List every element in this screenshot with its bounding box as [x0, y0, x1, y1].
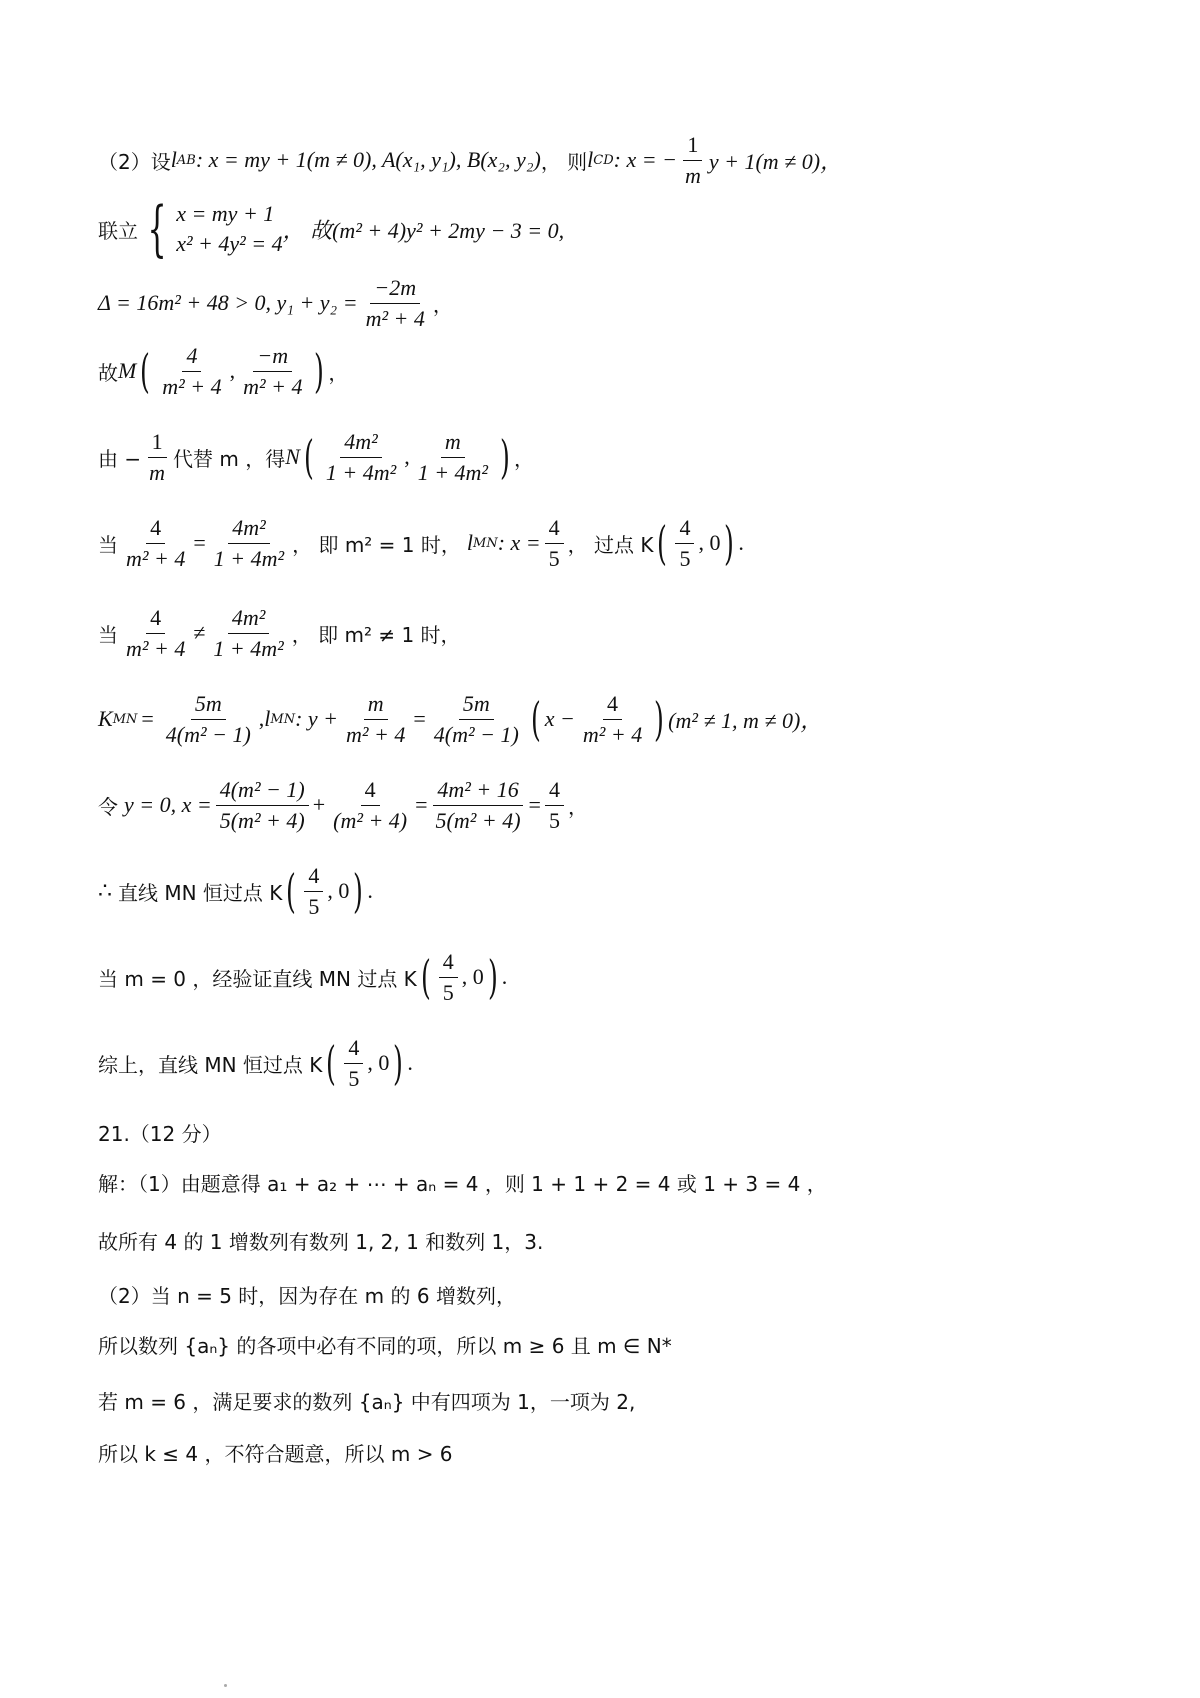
therefore-k-fraction [304, 863, 323, 920]
case-neq-tail: ， 即 m² ≠ 1 时， [291, 622, 461, 647]
case-eq-right-fraction [210, 515, 288, 572]
line-point-m [98, 340, 348, 402]
system-equations [176, 199, 282, 259]
frac-den: m² + 4 [346, 721, 406, 747]
frac-num: 4(m² − 1) [216, 777, 309, 806]
right-paren: ) [487, 950, 498, 1004]
comma: , [404, 444, 410, 469]
period: . [367, 878, 373, 903]
frac-den: m² + 4 [126, 635, 186, 661]
frac-num: 4m² [228, 605, 269, 634]
right-paren: ) [353, 864, 364, 918]
frac-num: 4 [361, 777, 380, 806]
frac-num: 5m [459, 691, 494, 720]
kmn-eq: = [141, 706, 154, 731]
case-neq-op: ≠ [193, 620, 206, 645]
line-system [98, 196, 564, 262]
point-n-name: N [285, 444, 300, 469]
frac-num: −2m [370, 275, 420, 304]
kmn-fraction-4 [579, 691, 646, 748]
let-eq2: = [528, 792, 541, 817]
lmn-eq: : x = [497, 530, 541, 555]
case-eq-mid: ， 即 m² = 1 时， [292, 532, 461, 557]
case-eq-k-tail: , 0 [698, 530, 721, 555]
lcd-suffix: y + 1(m ≠ 0)， [708, 148, 843, 174]
q21-solution-line-4: 所以数列 {aₙ} 的各项中必有不同的项，所以 m ≥ 6 且 m ∈ N* [98, 1333, 672, 1358]
summary-k-fraction [344, 1035, 363, 1092]
let-tail: ， [567, 794, 588, 819]
q21-solution-line-2: 故所有 4 的 1 增数列有数列 1, 2, 1 和数列 1，3. [98, 1229, 544, 1254]
l-symbol-2: l [587, 147, 594, 172]
line-kmn [98, 688, 822, 750]
line-case-not-equal [98, 602, 461, 664]
frac-num: 4m² [340, 429, 381, 458]
period: . [738, 530, 744, 555]
right-paren: ) [393, 1036, 404, 1090]
frac-den: 5(m² + 4) [435, 807, 521, 833]
system-eq1: x = my + 1 [176, 201, 275, 226]
right-paren: ) [314, 344, 325, 398]
kmn-condition: (m² ≠ 1, m ≠ 0)， [668, 707, 823, 733]
sub-ab: AB [176, 152, 196, 168]
left-paren: ( [140, 344, 151, 398]
m-y-fraction [239, 343, 306, 400]
q21-heading: 21.（12 分） [98, 1121, 222, 1146]
summary-text: 综上，直线 MN 恒过点 K [98, 1052, 323, 1077]
delta-text: Δ = 16m² + 48 > 0, y₁ + y₂ = [98, 290, 358, 315]
frac-num: 4 [146, 515, 165, 544]
point-n-mid: 代替 m ，得 [173, 446, 286, 471]
line-m-zero [98, 946, 507, 1008]
period: . [501, 964, 508, 989]
right-paren: ) [724, 516, 735, 570]
kmn-eq2: = [413, 706, 426, 731]
frac-num: 1 [683, 132, 702, 161]
kmn-fraction-2 [342, 691, 409, 748]
case-neq-label: 当 [98, 622, 118, 647]
frac-num: 4m² + 16 [433, 777, 522, 806]
right-paren: ) [500, 430, 510, 484]
then-text: ， 则 [540, 149, 588, 174]
q21-solution-line-3: （2）当 n = 5 时，因为存在 m 的 6 增数列， [98, 1283, 516, 1308]
frac-num: 4 [545, 777, 564, 806]
system-eq2: x² + 4y² = 4 [176, 231, 283, 256]
frac-num: 4 [545, 515, 564, 544]
kmn-sub: MN [112, 711, 138, 727]
frac-den: m [684, 162, 701, 188]
line-case-equal [98, 512, 744, 574]
lab-definition: : x = my + 1(m ≠ 0), A(x₁, y₁), B(x₂, y₂) [195, 147, 541, 172]
frac-num: 4 [675, 515, 694, 544]
frac-num: 4 [304, 863, 323, 892]
frac-den: 4(m² − 1) [433, 721, 519, 747]
q21-solution-line-5: 若 m = 6 ，满足要求的数列 {aₙ} 中有四项为 1，一项为 2, [98, 1389, 636, 1414]
left-paren: ( [286, 864, 297, 918]
comma: , [229, 358, 236, 383]
left-paren: ( [303, 430, 314, 484]
frac-den: (m² + 4) [333, 807, 408, 833]
n-y-fraction [414, 429, 492, 486]
right-paren: ) [654, 692, 665, 746]
sub-cd: CD [593, 152, 614, 168]
let-fraction-4 [545, 777, 564, 834]
period: . [407, 1050, 413, 1075]
case-eq-tail: ， 过点 K [567, 532, 654, 557]
therefore-text: 直线 MN 恒过点 K [118, 880, 283, 905]
kmn-l-sub: MN [270, 711, 296, 727]
scan-dot [224, 1684, 227, 1687]
case-eq-left-fraction [122, 515, 189, 572]
therefore-k-tail: , 0 [327, 878, 350, 903]
line-part2-setup [98, 132, 842, 188]
point-m-tail: ， [328, 360, 349, 385]
frac-num: m [364, 691, 388, 720]
let-plus: + [312, 792, 326, 817]
m-zero-k-fraction [439, 949, 458, 1006]
delta-fraction [362, 275, 429, 332]
let-eq: = [415, 792, 428, 817]
frac-den: 4(m² − 1) [165, 721, 251, 747]
frac-den: 5 [308, 893, 320, 919]
left-paren: ( [326, 1036, 337, 1090]
frac-den: m² + 4 [162, 373, 222, 399]
case-neq-left-fraction [122, 605, 189, 662]
line-point-n [98, 426, 534, 488]
case-eq-label: 当 [98, 532, 118, 557]
point-n-label: 由 − [98, 446, 142, 471]
left-brace: { [147, 194, 167, 264]
frac-den: m² + 4 [582, 721, 643, 747]
frac-den: 1 + 4m² [417, 459, 489, 485]
lcd-prefix: : x = − [613, 147, 677, 172]
case-eq-k-fraction [675, 515, 694, 572]
frac-num: m [441, 429, 465, 458]
kmn-paren-pre: x − [544, 706, 575, 731]
frac-den: 1 + 4m² [325, 459, 397, 485]
fraction-1-over-m [681, 132, 705, 189]
left-paren: ( [657, 516, 668, 570]
point-n-tail: ， [514, 446, 534, 471]
frac-den: 5 [348, 1065, 360, 1091]
frac-num: −m [253, 343, 292, 372]
delta-tail: ， [432, 292, 453, 317]
frac-num: 1 [148, 429, 167, 458]
frac-num: 4 [146, 605, 165, 634]
case-eq-four-fifths [545, 515, 564, 572]
left-paren: ( [530, 692, 541, 746]
line-therefore [98, 860, 373, 922]
case-neq-right-fraction [209, 605, 287, 662]
kmn-fraction-3 [430, 691, 523, 748]
system-label: 联立 [98, 218, 138, 243]
let-fraction-2 [329, 777, 411, 834]
therefore-symbol: ∴ [98, 878, 112, 903]
frac-den: m [149, 459, 166, 485]
frac-num: 5m [191, 691, 226, 720]
frac-den: m² + 4 [126, 545, 186, 571]
q21-solution-line-6: 所以 k ≤ 4 ，不符合题意，所以 m > 6 [98, 1441, 453, 1466]
let-label: 令 [98, 794, 118, 819]
point-m-label: 故 [98, 360, 118, 385]
frac-den: 1 + 4m² [213, 545, 285, 571]
kmn-k: K [98, 706, 113, 731]
point-m-name: M [118, 358, 137, 383]
frac-den: 5(m² + 4) [219, 807, 305, 833]
system-result: ， 故(m² + 4)y² + 2my − 3 = 0, [282, 217, 565, 243]
case-eq-op: = [193, 530, 206, 555]
frac-den: m² + 4 [243, 373, 303, 399]
frac-den: 5 [442, 979, 454, 1005]
m-zero-text: 当 m = 0 ，经验证直线 MN 过点 K [98, 966, 417, 991]
n-x-fraction [322, 429, 400, 486]
m-x-fraction [158, 343, 225, 400]
frac-den: m² + 4 [365, 305, 425, 331]
comma: , [258, 706, 265, 731]
line-summary [98, 1032, 413, 1094]
line-let-y [98, 772, 588, 838]
n-one-over-m [145, 429, 169, 486]
kmn-mid: : y + [295, 706, 339, 731]
let-fraction-3 [432, 777, 525, 834]
part2-label: （2）设 [98, 149, 171, 174]
frac-den: 5 [548, 807, 560, 833]
l-symbol-3: l [466, 530, 474, 555]
q21-solution-line-1: 解：（1）由题意得 a₁ + a₂ + ⋯ + aₙ = 4 ，则 1 + 1 + 2 = 4 或 1 + 3 = 4 ， [98, 1171, 827, 1196]
m-zero-k-tail: , 0 [461, 964, 484, 989]
line-delta [98, 272, 453, 334]
frac-num: 4 [603, 691, 622, 720]
frac-den: 5 [679, 545, 691, 571]
let-fraction-1 [216, 777, 309, 834]
l-symbol: l [170, 147, 177, 172]
summary-k-tail: , 0 [367, 1050, 390, 1075]
let-pre: y = 0, x = [124, 792, 212, 817]
frac-num: 4 [344, 1035, 363, 1064]
kmn-fraction-1 [162, 691, 255, 748]
frac-num: 4 [182, 343, 201, 372]
l-symbol-4: l [264, 706, 271, 731]
sub-mn: MN [473, 535, 498, 551]
frac-den: 1 + 4m² [213, 635, 284, 661]
frac-num: 4m² [228, 515, 269, 544]
left-paren: ( [420, 950, 431, 1004]
frac-den: 5 [548, 545, 560, 571]
frac-num: 4 [439, 949, 458, 978]
